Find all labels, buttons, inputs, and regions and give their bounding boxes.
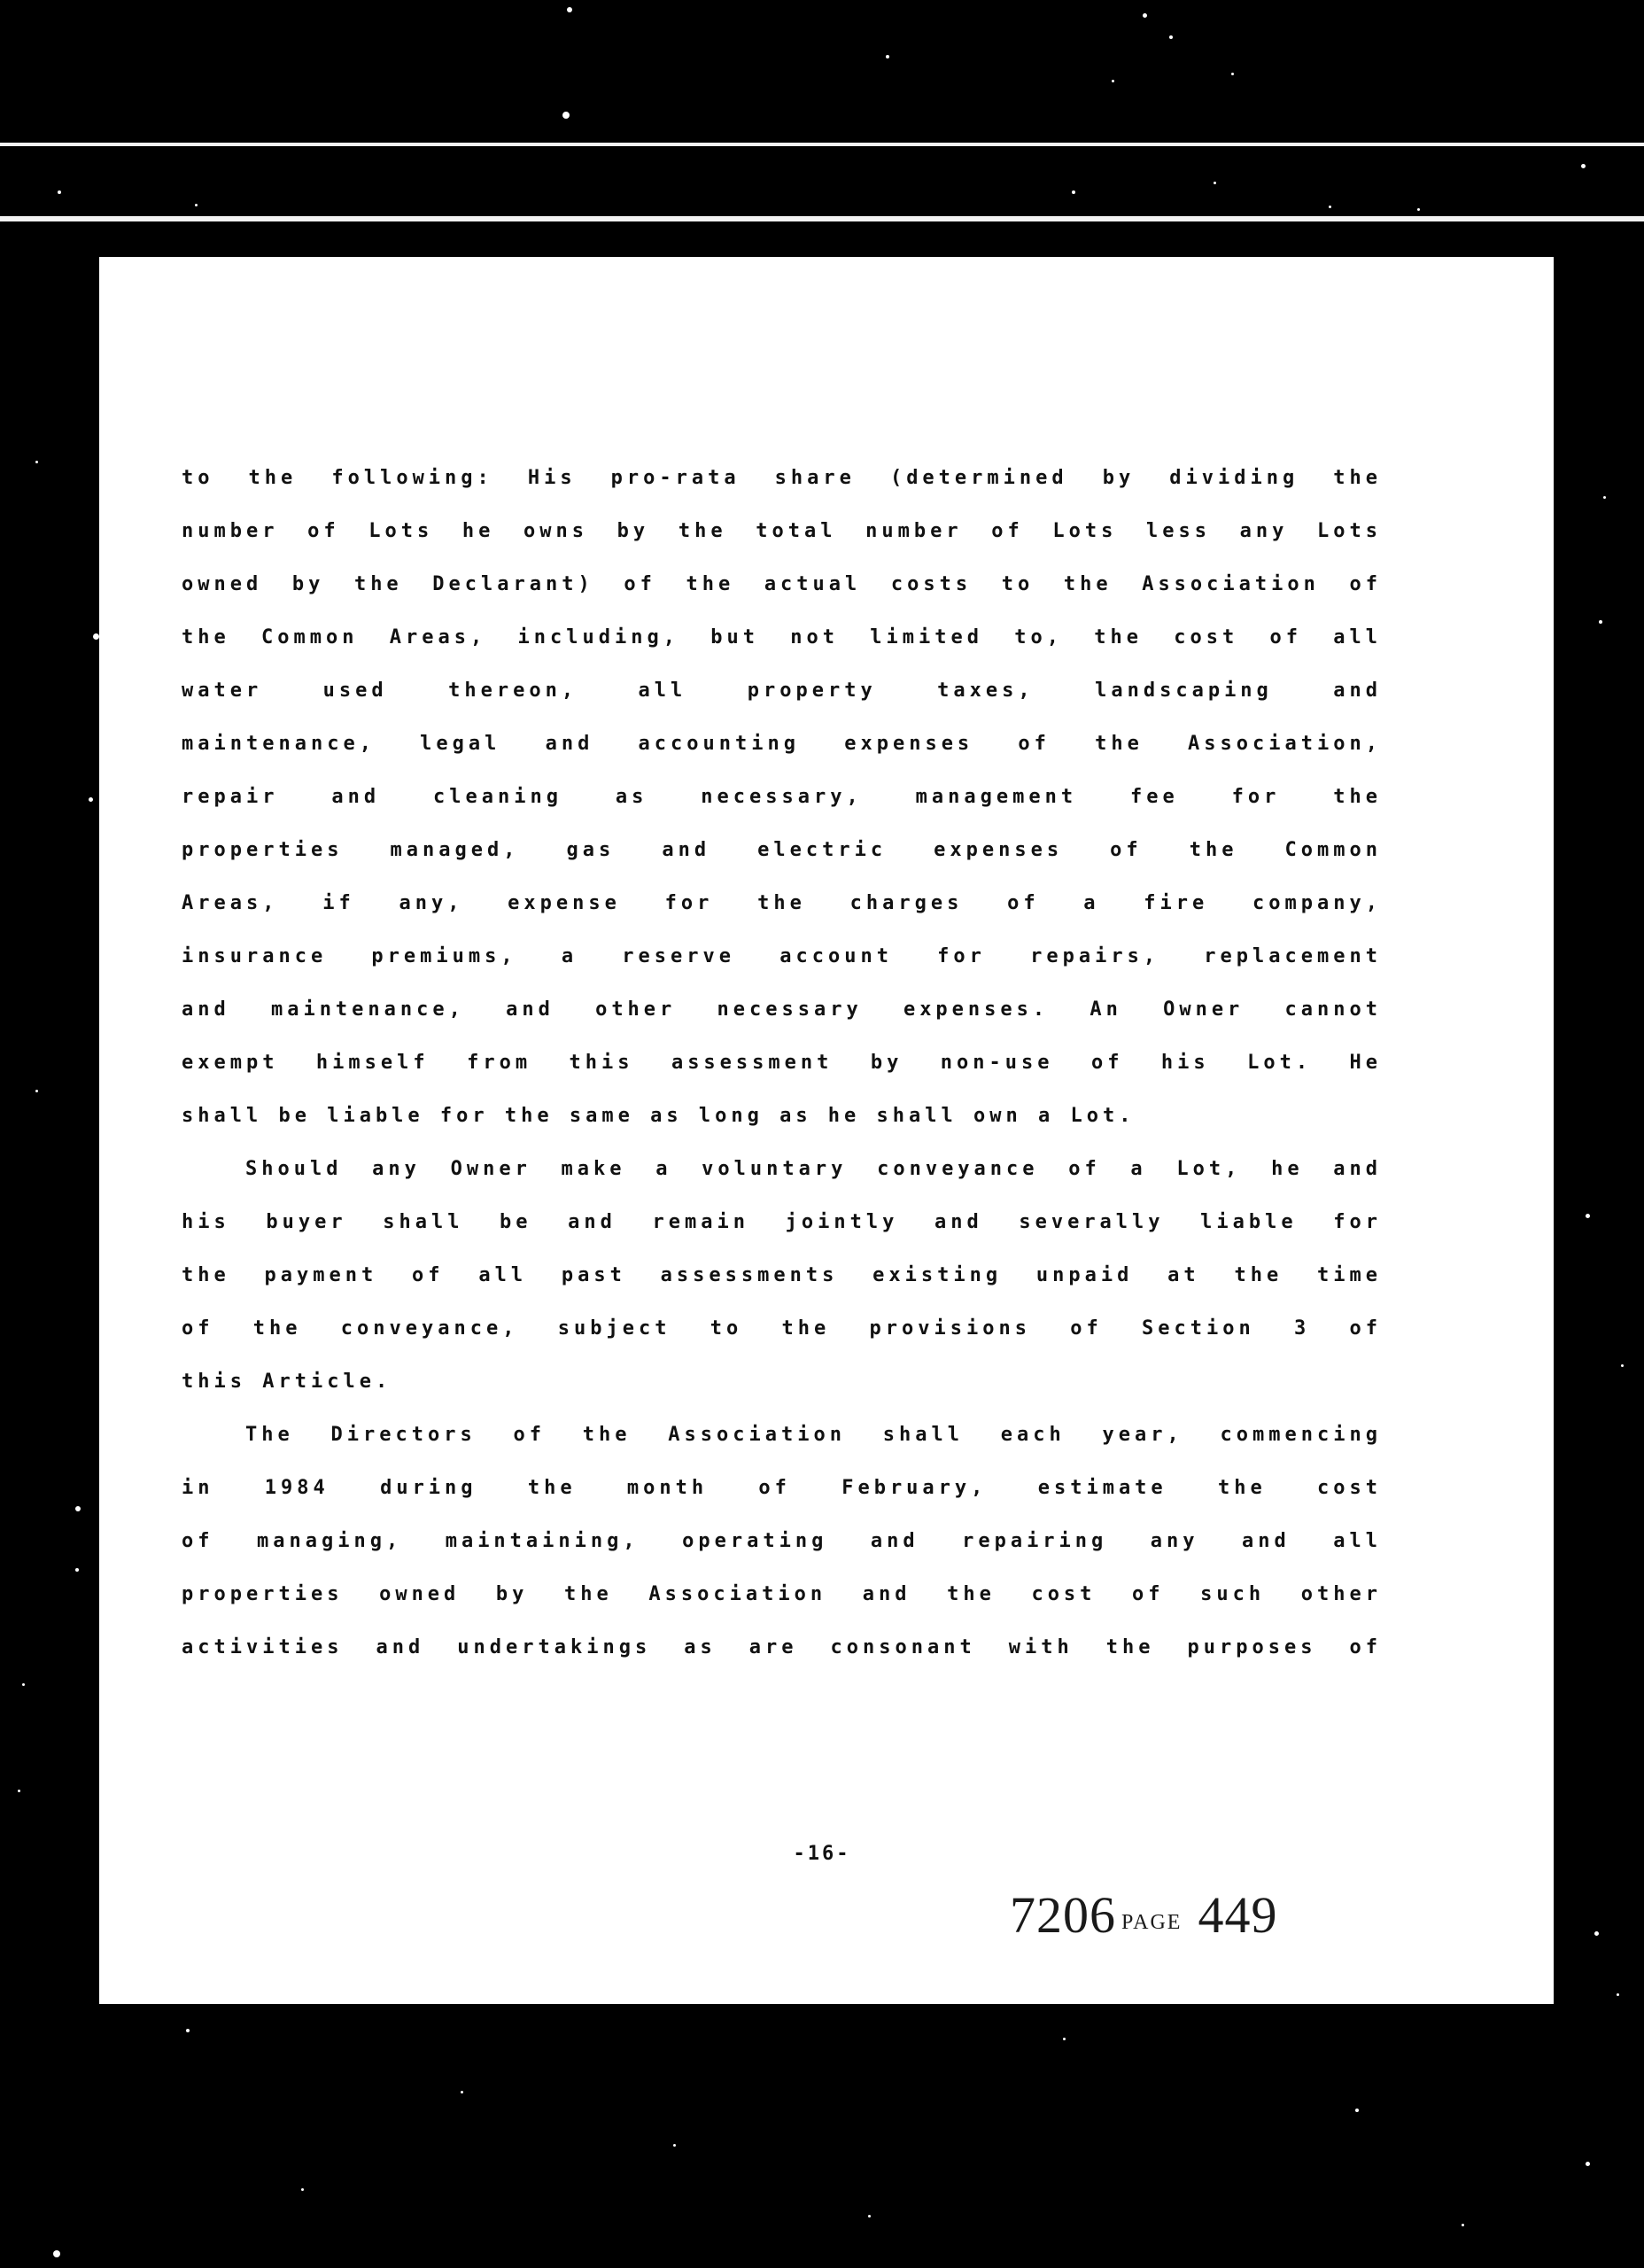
scan-speck <box>1417 208 1420 211</box>
scan-speck <box>75 1506 81 1511</box>
scan-speck <box>562 112 570 119</box>
text-line: his buyer shall be and remain jointly and severally liable for <box>182 1211 1382 1233</box>
text-line: water used thereon, all property taxes, landscaping and <box>182 680 1382 702</box>
text-line: shall be liable for the same as long as he shall own a Lot. <box>182 1105 1136 1127</box>
scan-speck <box>35 461 38 463</box>
scan-speck <box>1581 164 1586 168</box>
text-line: activities and undertakings as are consonant with the purposes of <box>182 1636 1382 1658</box>
text-line: of managing, maintaining, operating and repairing any and all <box>182 1530 1382 1552</box>
recording-stamp-book: 7206 <box>1010 1886 1116 1944</box>
text-line: Should any Owner make a voluntary conveyance of a Lot, he and <box>245 1158 1382 1180</box>
scan-speck <box>186 2029 190 2032</box>
text-line: The Directors of the Association shall each year, commencing <box>245 1424 1382 1446</box>
scan-speck <box>1586 2162 1590 2166</box>
scan-speck <box>1586 1214 1590 1218</box>
scan-speck <box>93 633 99 640</box>
text-line: to the following: His pro-rata share (determined by dividing the <box>182 467 1382 489</box>
scan-speck <box>1603 496 1606 499</box>
text-line: Areas, if any, expense for the charges of a fire company, <box>182 892 1382 914</box>
scan-border-line-bottom <box>0 216 1644 221</box>
text-line: this Article. <box>182 1371 392 1393</box>
text-line: of the conveyance, subject to the provisions of Section 3 of <box>182 1317 1382 1340</box>
scan-speck <box>1231 73 1234 75</box>
scan-speck <box>1214 182 1216 184</box>
scan-speck <box>673 2144 676 2147</box>
scan-speck <box>1063 2038 1066 2040</box>
recording-stamp-page: 449 <box>1198 1886 1278 1944</box>
text-line: in 1984 during the month of February, estimate the cost <box>182 1477 1382 1499</box>
scan-border-line-top <box>0 143 1644 146</box>
page-number: -16- <box>793 1843 851 1865</box>
scan-speck <box>461 2091 463 2093</box>
scan-speck <box>1462 2224 1464 2226</box>
scan-speck <box>301 2188 304 2191</box>
text-line: the Common Areas, including, but not limited to, the cost of all <box>182 626 1382 649</box>
text-line: number of Lots he owns by the total number of Lots less any Lots <box>182 520 1382 542</box>
scan-speck <box>886 55 889 58</box>
scan-speck <box>22 1683 25 1686</box>
scan-speck <box>1355 2109 1359 2112</box>
text-line: the payment of all past assessments existing unpaid at the time <box>182 1264 1382 1286</box>
text-line: and maintenance, and other necessary expenses. An Owner cannot <box>182 998 1382 1021</box>
scan-speck <box>868 2215 871 2218</box>
scan-speck <box>1143 13 1147 18</box>
scan-speck <box>195 204 198 206</box>
text-line: properties owned by the Association and the cost of such other <box>182 1583 1382 1605</box>
scan-speck <box>58 190 61 194</box>
scan-speck <box>53 2250 60 2257</box>
text-line: repair and cleaning as necessary, management fee for the <box>182 786 1382 808</box>
scan-speck <box>89 797 93 802</box>
scan-speck <box>35 1090 38 1092</box>
scan-speck <box>18 1790 20 1792</box>
document-body-text <box>182 452 1382 1674</box>
recording-stamp <box>1010 1885 1277 1945</box>
scan-speck <box>1617 1993 1619 1996</box>
text-line: exempt himself from this assessment by non-use of his Lot. He <box>182 1052 1382 1074</box>
scan-speck <box>1594 1931 1599 1936</box>
text-line: maintenance, legal and accounting expenses of the Association, <box>182 733 1382 755</box>
scan-speck <box>1112 80 1114 82</box>
text-line: owned by the Declarant) of the actual costs to the Association of <box>182 573 1382 595</box>
scan-speck <box>1329 206 1331 208</box>
scan-speck <box>75 1568 79 1572</box>
scan-speck <box>1621 1364 1624 1367</box>
text-line: insurance premiums, a reserve account for repairs, replacement <box>182 945 1382 967</box>
recording-stamp-separator: PAGE <box>1121 1911 1183 1934</box>
scan-speck <box>1072 190 1075 194</box>
scan-speck <box>1169 35 1173 39</box>
scan-speck <box>567 7 572 12</box>
scan-speck <box>1599 620 1602 624</box>
text-line: properties managed, gas and electric expenses of the Common <box>182 839 1382 861</box>
